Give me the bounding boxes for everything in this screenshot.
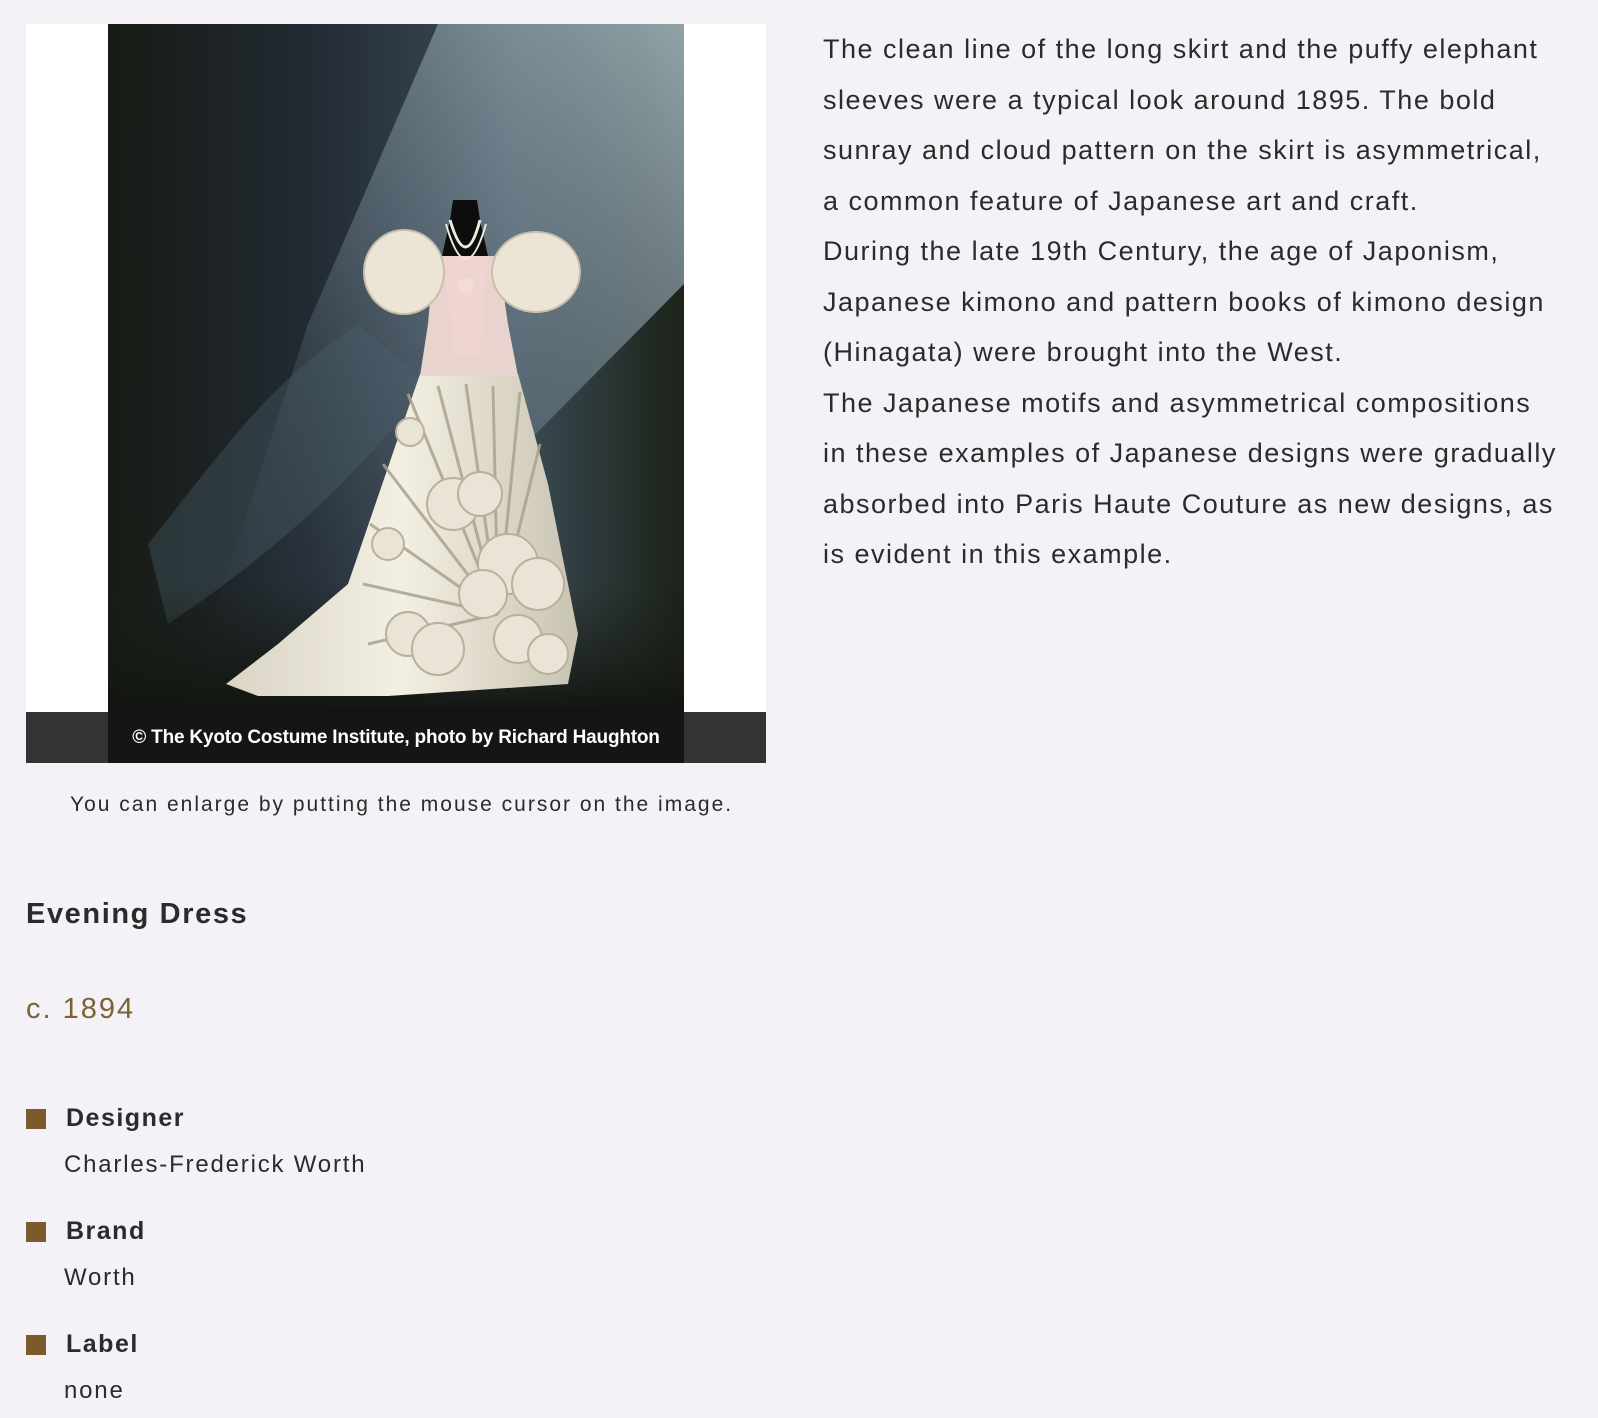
detail-label: Label [66, 1330, 139, 1358]
square-bullet-icon [26, 1335, 46, 1355]
dress-image-panel[interactable] [26, 24, 766, 763]
dress-photo-graphic [108, 24, 684, 712]
description-paragraph: The Japanese motifs and asymmetrical compositions in these examples of Japanese designs were gradually absorbed into Paris Haute Couture as new designs, as is evident in this example. [823, 387, 1557, 569]
item-title: Evening Dress [26, 898, 249, 930]
description-paragraph: The clean line of the long skirt and the puffy elephant sleeves were a typical look around 1895. The bold sunray and cloud pattern on the skirt is asymmetrical, a common feature of Japanese art and craft. [823, 34, 1542, 216]
detail-value: Worth [64, 1264, 137, 1291]
description-paragraph: During the late 19th Century, the age of Japonism, Japanese kimono and pattern books of kimono design (Hinagata) were brought into the West. [823, 236, 1545, 367]
enlarge-hint: You can enlarge by putting the mouse cursor on the image. [70, 793, 734, 816]
description [823, 24, 1563, 580]
square-bullet-icon [26, 1109, 46, 1129]
item-date: c. 1894 [26, 993, 136, 1025]
square-bullet-icon [26, 1222, 46, 1242]
credit-bar [26, 712, 766, 763]
dress-photo[interactable] [108, 24, 684, 712]
detail-value: none [64, 1377, 125, 1404]
detail-label: Designer [66, 1104, 185, 1132]
photo-credit: © The Kyoto Costume Institute, photo by Richard Haughton [132, 727, 660, 748]
detail-label: Brand [66, 1217, 146, 1245]
detail-value: Charles-Frederick Worth [64, 1151, 367, 1178]
